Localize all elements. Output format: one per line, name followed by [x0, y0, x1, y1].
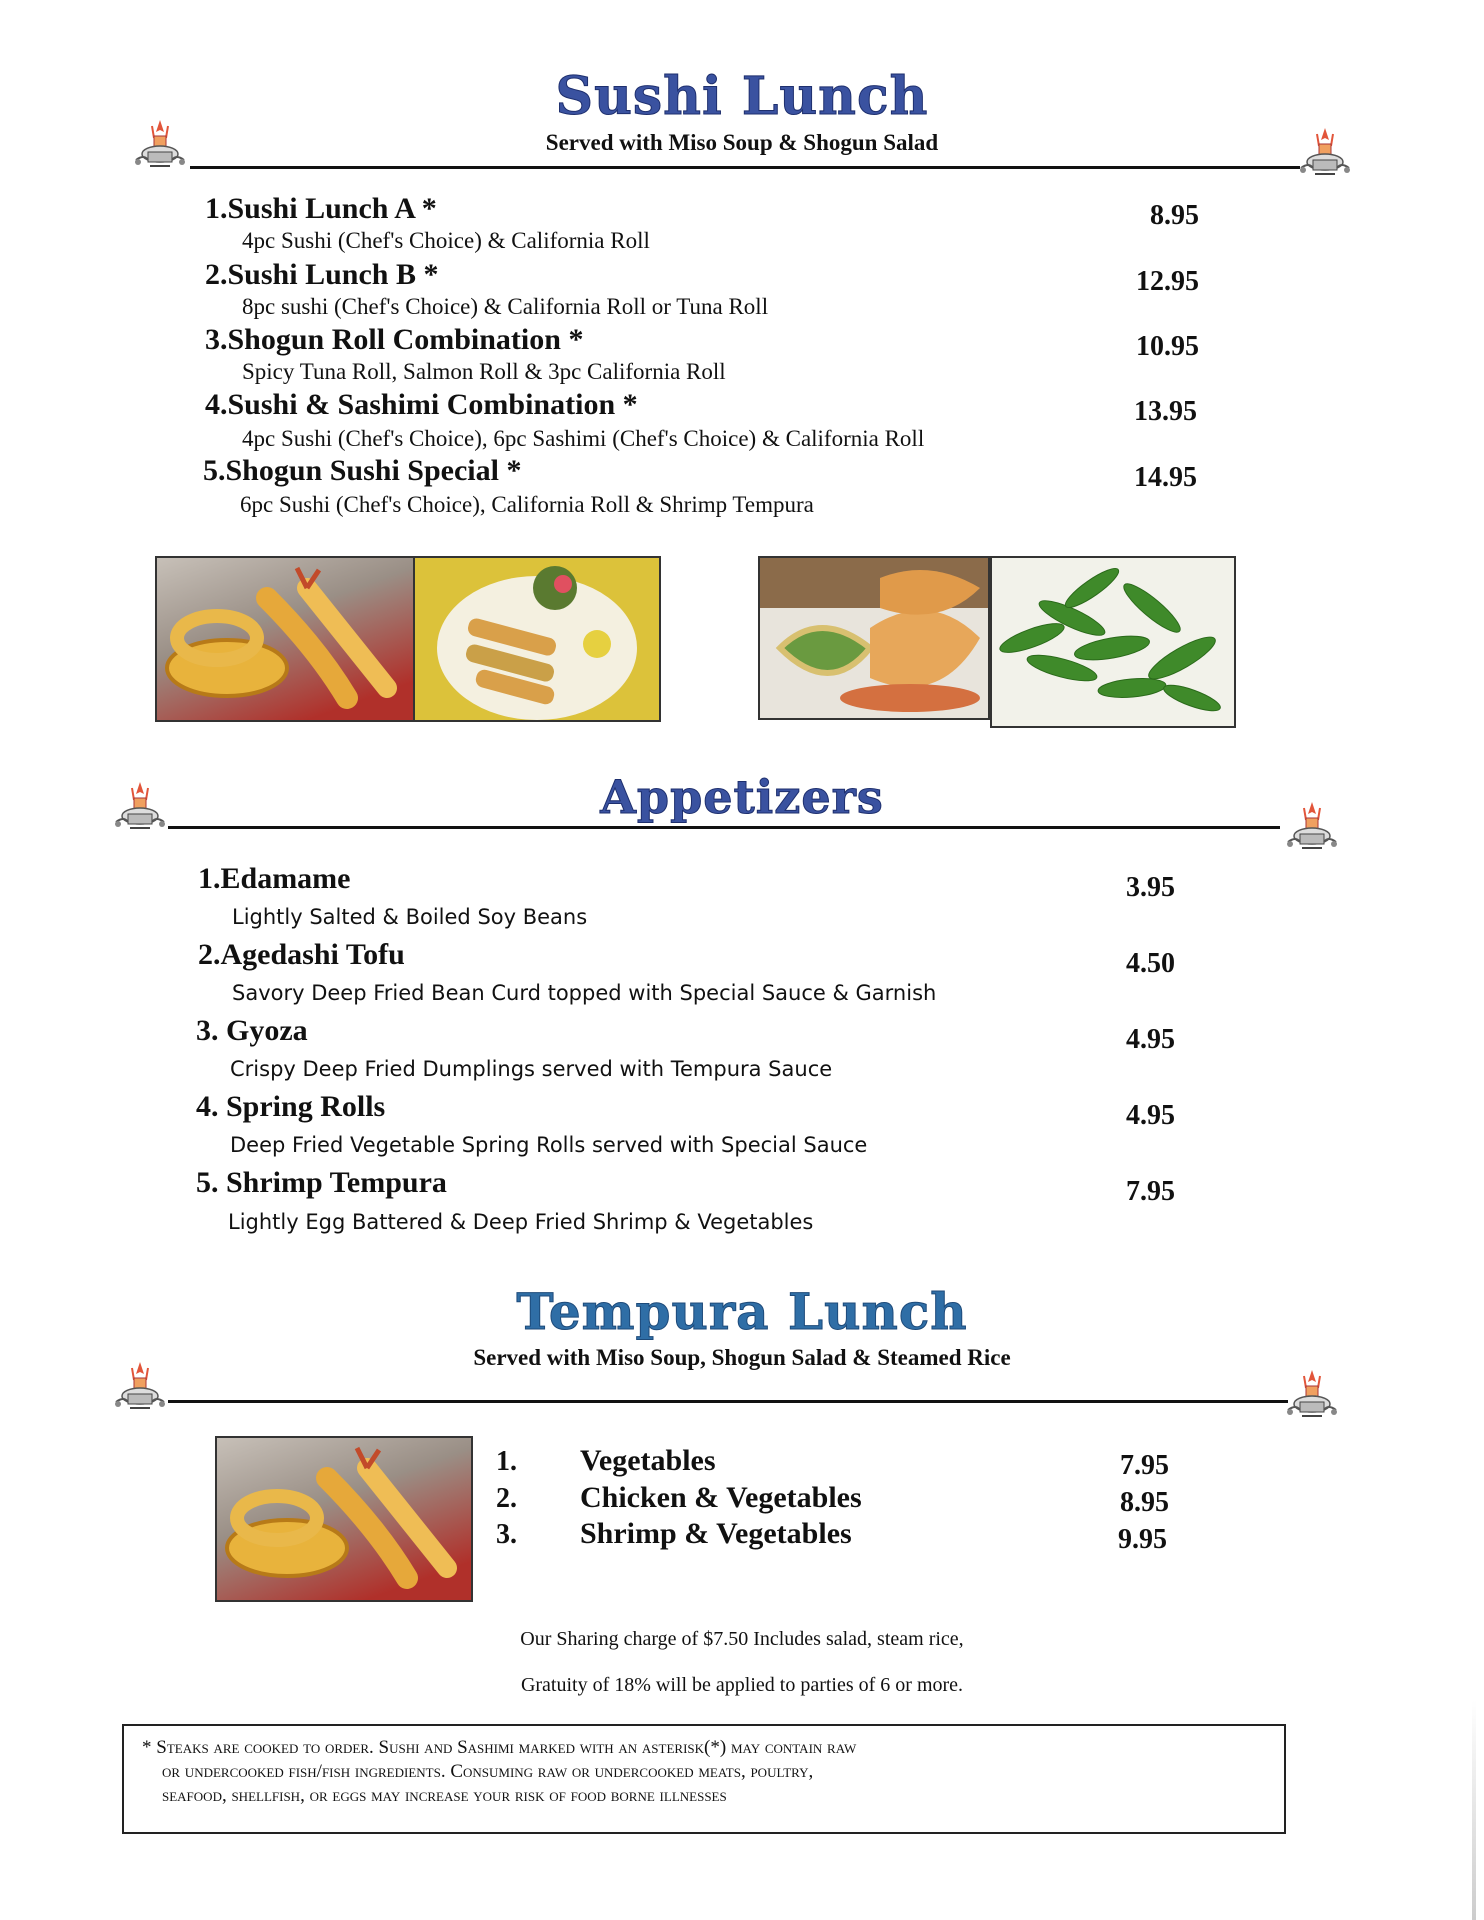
menu-item-desc: Spicy Tuna Roll, Salmon Roll & 3pc California Roll	[242, 359, 726, 384]
menu-item-name: Shrimp & Vegetables	[580, 1517, 852, 1550]
menu-item-price: 10.95	[1136, 331, 1199, 362]
sushi-lunch-subtitle: Served with Miso Soup & Shogun Salad	[545, 130, 939, 155]
shogun-emblem-icon	[1282, 800, 1342, 860]
menu-item-desc: 8pc sushi (Chef's Choice) & California Roll or Tuna Roll	[242, 294, 769, 319]
menu-item-number: 1.	[496, 1446, 517, 1477]
menu-item-desc: 4pc Sushi (Chef's Choice), 6pc Sashimi (Chef's Choice) & California Roll	[242, 426, 925, 451]
menu-item-price: 4.95	[1126, 1024, 1175, 1055]
page-edge	[1472, 1700, 1476, 1920]
shogun-emblem-icon	[1295, 126, 1355, 186]
menu-item-price: 14.95	[1134, 462, 1197, 493]
menu-item-name: 5. Shrimp Tempura	[196, 1166, 447, 1199]
spring-rolls-photo	[413, 556, 661, 722]
menu-item-price: 4.95	[1126, 1100, 1175, 1131]
menu-item-name: 2.Agedashi Tofu	[198, 938, 405, 971]
menu-item-number: 2.	[496, 1483, 517, 1514]
menu-item-name: 2.Sushi Lunch B *	[205, 258, 439, 291]
sushi-lunch-title: Sushi Lunch	[555, 66, 929, 127]
menu-item-name: 4. Spring Rolls	[196, 1090, 386, 1123]
disclaimer-line: * Steaks are cooked to order. Sushi and Sashimi marked with an asterisk(*) may contain raw	[142, 1737, 857, 1758]
tempura-lunch-title: Tempura Lunch	[516, 1282, 968, 1341]
shrimp-tempura-photo	[215, 1436, 473, 1602]
menu-item-price: 3.95	[1126, 872, 1175, 903]
section-divider	[168, 1400, 1288, 1403]
food-safety-disclaimer	[122, 1724, 1286, 1834]
shrimp-tempura-photo	[155, 556, 415, 722]
menu-item-price: 8.95	[1150, 200, 1199, 231]
tempura-lunch-subtitle: Served with Miso Soup, Shogun Salad & Steamed Rice	[473, 1345, 1011, 1370]
menu-item-price: 7.95	[1126, 1176, 1175, 1207]
menu-item-name: 3.Shogun Roll Combination *	[205, 323, 584, 356]
menu-item-price: 4.50	[1126, 948, 1175, 979]
gratuity-note: Gratuity of 18% will be applied to parties of 6 or more.	[520, 1674, 964, 1696]
shogun-emblem-icon	[1282, 1368, 1342, 1428]
section-divider	[168, 826, 1280, 829]
gyoza-photo	[758, 556, 990, 720]
menu-item-price: 13.95	[1134, 396, 1197, 427]
shogun-emblem-icon	[110, 1360, 170, 1420]
menu-item-name: 1.Sushi Lunch A *	[205, 192, 437, 225]
sharing-charge-note: Our Sharing charge of $7.50 Includes salad, steam rice,	[520, 1628, 964, 1650]
section-divider	[190, 166, 1300, 169]
menu-item-name: 5.Shogun Sushi Special *	[203, 454, 522, 487]
menu-item-name: 1.Edamame	[198, 862, 351, 895]
menu-item-price: 9.95	[1118, 1524, 1167, 1555]
menu-item-price: 7.95	[1120, 1450, 1169, 1481]
menu-item-desc: 6pc Sushi (Chef's Choice), California Roll & Shrimp Tempura	[240, 492, 814, 517]
menu-item-desc: Lightly Egg Battered & Deep Fried Shrimp & Vegetables	[228, 1210, 814, 1234]
menu-item-name: 3. Gyoza	[196, 1014, 308, 1047]
disclaimer-line: or undercooked fish/fish ingredients. Consuming raw or undercooked meats, poultry,	[162, 1761, 814, 1782]
edamame-photo	[990, 556, 1236, 728]
menu-item-desc: 4pc Sushi (Chef's Choice) & California Roll	[242, 228, 650, 253]
menu-item-desc: Deep Fried Vegetable Spring Rolls served with Special Sauce	[230, 1133, 868, 1157]
menu-item-price: 12.95	[1136, 266, 1199, 297]
menu-item-name: Vegetables	[580, 1444, 716, 1477]
menu-item-number: 3.	[496, 1519, 517, 1550]
menu-item-name: Chicken & Vegetables	[580, 1481, 862, 1514]
menu-item-desc: Lightly Salted & Boiled Soy Beans	[232, 905, 588, 929]
menu-item-desc: Savory Deep Fried Bean Curd topped with Special Sauce & Garnish	[232, 981, 937, 1005]
menu-item-desc: Crispy Deep Fried Dumplings served with Tempura Sauce	[230, 1057, 833, 1081]
appetizers-title: Appetizers	[600, 770, 884, 824]
shogun-emblem-icon	[130, 118, 190, 178]
disclaimer-line: seafood, shellfish, or eggs may increase your risk of food borne illnesses	[162, 1785, 727, 1806]
menu-item-name: 4.Sushi & Sashimi Combination *	[205, 388, 638, 421]
menu-item-price: 8.95	[1120, 1487, 1169, 1518]
